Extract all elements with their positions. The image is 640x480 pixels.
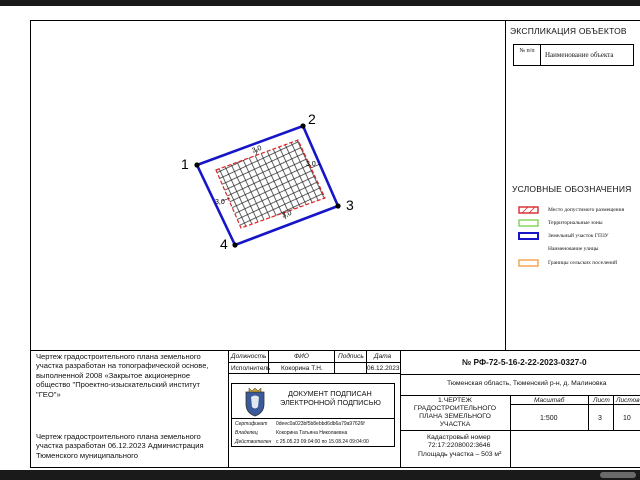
scrollbar-thumb[interactable] xyxy=(600,472,636,478)
sign-col-name: ФИО xyxy=(294,353,309,360)
stamp-cert-value: 0deec0a023bf5b8ebbd6db6a79a97626f xyxy=(276,421,365,427)
cadastral-label: Кадастровый номер xyxy=(427,434,491,441)
scale-value: 1:500 xyxy=(540,415,558,422)
vertex-point-4 xyxy=(232,242,237,247)
sheet-value: 3 xyxy=(598,415,602,422)
stamp-valid-label: Действителен xyxy=(235,439,272,445)
sign-person: Кокорина Т.Н. xyxy=(281,365,323,372)
dim-label-bottom: 3,0 xyxy=(281,209,293,220)
e-signature-stamp xyxy=(231,383,395,447)
horizontal-scrollbar[interactable] xyxy=(0,470,640,480)
bottom-block-divider xyxy=(30,350,640,351)
legend-divider xyxy=(505,20,506,350)
blue-rect-icon xyxy=(519,233,538,239)
dim-label-left: 3,0 xyxy=(215,199,225,206)
vertex-label-4: 4 xyxy=(220,236,228,252)
vertex-point-2 xyxy=(300,123,305,128)
sheets-label: Листов xyxy=(616,397,640,404)
explication-col-number: № п/п xyxy=(519,48,535,54)
note-topographic-basis: Чертеж градостроительного плана земельного участка разработан на топографической основе, выполненной 2008 «Закрытое акционерное общество "Проектно-изыскательский институт "ГЕО"» xyxy=(36,352,209,399)
stamp-owner-value: Кокорина Татьяна Николаевна xyxy=(276,430,348,436)
green-rect-icon xyxy=(519,220,538,226)
vertex-label-3: 3 xyxy=(346,197,354,213)
legend-symbols xyxy=(518,205,540,269)
legend-item-settlement: Границы сельских поселений xyxy=(548,260,618,266)
sign-col-position: Должность xyxy=(231,353,267,360)
sheets-value: 10 xyxy=(623,415,631,422)
legend-item-parcel: Земельный участок ГПЗУ xyxy=(548,233,609,239)
viewer-top-bar xyxy=(0,0,640,6)
dim-label-top: 3,0 xyxy=(251,144,263,155)
explication-table xyxy=(513,44,634,66)
notes-divider xyxy=(228,350,229,468)
vertex-label-1: 1 xyxy=(181,156,189,172)
vertex-label-2: 2 xyxy=(308,111,316,127)
sign-col-date: Дата xyxy=(374,353,392,360)
stamp-cert-label: Сертификат xyxy=(235,421,268,427)
dim-label-right: 3,0 xyxy=(306,161,316,168)
legend-item-zones: Территориальные зоны xyxy=(548,220,603,226)
document-number: № РФ-72-5-16-2-22-2023-0327-0 xyxy=(462,357,587,367)
sign-date: 06.12.2023 xyxy=(367,365,400,372)
sign-role: Исполнитель xyxy=(231,365,271,372)
stamp-owner-label: Владелец xyxy=(235,430,258,436)
vertex-point-3 xyxy=(335,203,340,208)
orange-rect-icon xyxy=(519,260,538,266)
red-hatch-rect-icon xyxy=(519,207,538,213)
legend-item-street: Наименование улицы xyxy=(548,246,599,252)
explication-title: ЭКСПЛИКАЦИЯ ОБЪЕКТОВ xyxy=(510,26,627,36)
cadastral-number: 72:17:2208002:3646 xyxy=(428,442,491,449)
parcel-drawing xyxy=(30,20,505,350)
stamp-title-line2: ЭЛЕКТРОННОЙ ПОДПИСЬЮ xyxy=(280,398,381,407)
stamp-title-line1: ДОКУМЕНТ ПОДПИСАН xyxy=(288,389,372,398)
coat-of-arms-icon xyxy=(244,387,266,417)
parcel-area: Площадь участка – 503 м² xyxy=(418,451,502,458)
note-developer: Чертеж градостроительного плана земельного участка разработан 06.12.2023 Администрация Тюменского муниципального xyxy=(36,432,204,460)
legend-title: УСЛОВНЫЕ ОБОЗНАЧЕНИЯ xyxy=(512,184,632,194)
sheet-title: 1.ЧЕРТЕЖ ГРАДОСТРОИТЕЛЬНОГО ПЛАНА ЗЕМЕЛЬНОГО УЧАСТКА xyxy=(413,397,497,428)
site-address: Тюменская область, Тюменский р-н, д. Малиновка xyxy=(447,380,607,387)
explication-col-name: Наименование объекта xyxy=(545,51,614,59)
sign-col-signature: Подпись xyxy=(338,353,364,360)
sheet-label: Лист xyxy=(593,397,610,404)
legend-item-buildable: Место допустимого размещения xyxy=(548,207,625,213)
stamp-valid-value: с 25.05.23 09:04:00 по 15.08.24 09:04:00 xyxy=(276,439,369,445)
scale-label: Масштаб xyxy=(534,397,565,404)
vertex-point-1 xyxy=(194,162,199,167)
